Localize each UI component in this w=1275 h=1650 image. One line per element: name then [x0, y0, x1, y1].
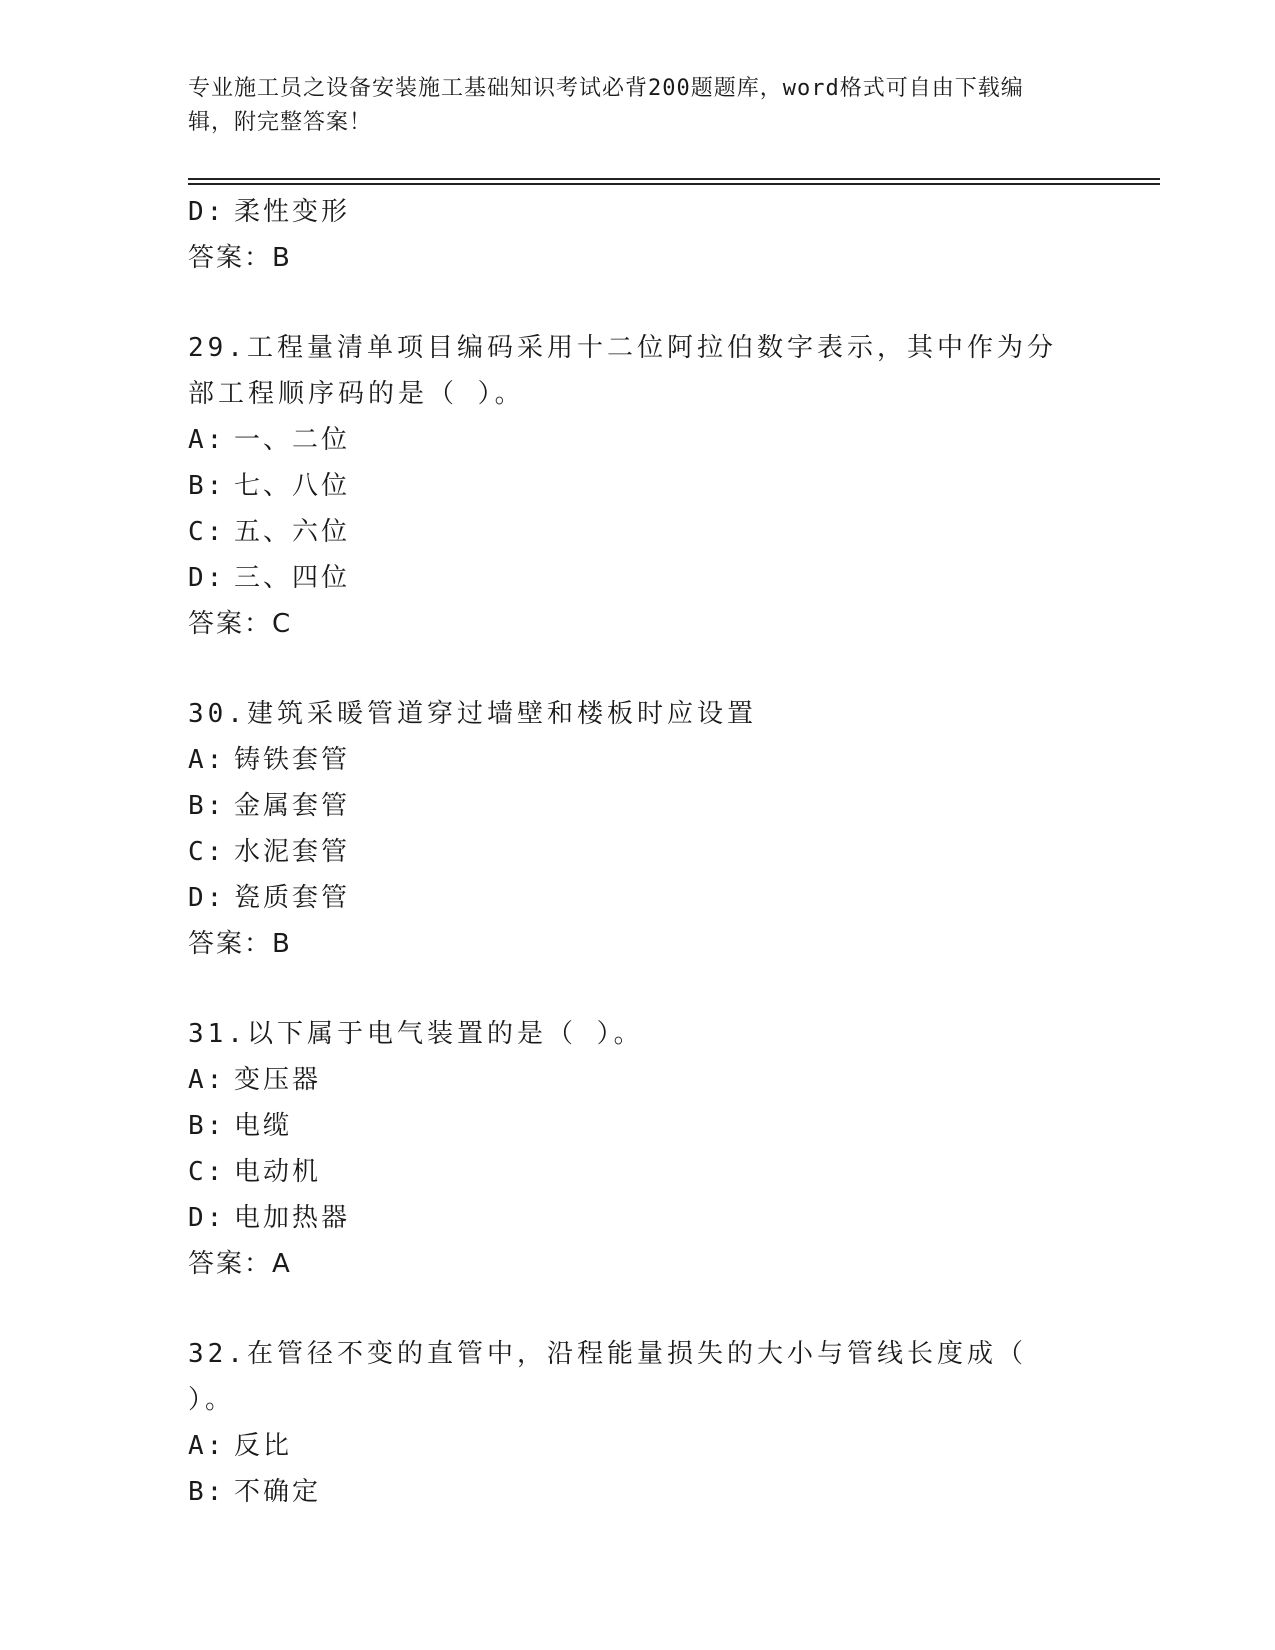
option-item — [188, 1469, 1088, 1515]
option-label: C: — [188, 517, 226, 547]
option-label: D: — [188, 563, 226, 593]
option-item — [188, 737, 1088, 783]
question-block — [188, 1011, 1088, 1287]
option-item — [188, 875, 1088, 921]
option-label: D: — [188, 1203, 226, 1233]
option-text: 电动机 — [234, 1157, 322, 1187]
option-text: 柔性变形 — [234, 197, 351, 227]
option-text: 一、二位 — [234, 425, 351, 455]
option-label: C: — [188, 837, 226, 867]
question-list — [188, 189, 1088, 1515]
option-label: B: — [188, 1111, 226, 1141]
question-block — [188, 691, 1088, 967]
option-text: 不确定 — [234, 1477, 322, 1507]
option-item — [188, 1057, 1088, 1103]
option-item — [188, 509, 1088, 555]
option-label: C: — [188, 1157, 226, 1187]
answer-line: 答案：C — [188, 609, 293, 639]
option-text: 反比 — [234, 1431, 293, 1461]
option-label: D: — [188, 883, 226, 913]
question-block — [188, 325, 1088, 647]
option-text: 电缆 — [234, 1111, 293, 1141]
option-label: A: — [188, 425, 226, 455]
answer-line: 答案：B — [188, 243, 292, 273]
option-label: A: — [188, 1065, 226, 1095]
header-divider-top — [188, 178, 1160, 180]
option-item — [188, 829, 1088, 875]
question-text: 32.在管径不变的直管中，沿程能量损失的大小与管线长度成（ ）。 — [188, 1339, 1027, 1415]
option-text: 水泥套管 — [234, 837, 351, 867]
option-text: 金属套管 — [234, 791, 351, 821]
header-divider-bottom — [188, 183, 1160, 185]
option-text: 铸铁套管 — [234, 745, 351, 775]
option-text: 三、四位 — [234, 563, 351, 593]
option-text: 电加热器 — [234, 1203, 351, 1233]
question-text: 31.以下属于电气装置的是（ ）。 — [188, 1019, 644, 1049]
option-item — [188, 463, 1088, 509]
option-label: D: — [188, 197, 226, 227]
option-item — [188, 1103, 1088, 1149]
option-label: A: — [188, 1431, 226, 1461]
option-item — [188, 417, 1088, 463]
question-text: 29.工程量清单项目编码采用十二位阿拉伯数字表示，其中作为分部工程顺序码的是（ ）。 — [188, 333, 1057, 409]
option-item — [188, 1195, 1088, 1241]
option-item — [188, 1149, 1088, 1195]
option-item — [188, 189, 1088, 235]
option-label: A: — [188, 745, 226, 775]
option-text: 五、六位 — [234, 517, 351, 547]
answer-line: 答案：B — [188, 929, 292, 959]
question-text: 30.建筑采暖管道穿过墙壁和楼板时应设置 — [188, 699, 757, 729]
option-item — [188, 783, 1088, 829]
option-label: B: — [188, 791, 226, 821]
option-text: 瓷质套管 — [234, 883, 351, 913]
option-text: 七、八位 — [234, 471, 351, 501]
header-note: 专业施工员之设备安装施工基础知识考试必背200题题库，word格式可自由下载编辑，附完整答案！ — [188, 76, 1024, 135]
option-item — [188, 555, 1088, 601]
option-text: 变压器 — [234, 1065, 322, 1095]
answer-line: 答案：A — [188, 1249, 292, 1279]
option-label: B: — [188, 471, 226, 501]
option-item — [188, 1423, 1088, 1469]
option-label: B: — [188, 1477, 226, 1507]
question-block — [188, 1331, 1088, 1515]
